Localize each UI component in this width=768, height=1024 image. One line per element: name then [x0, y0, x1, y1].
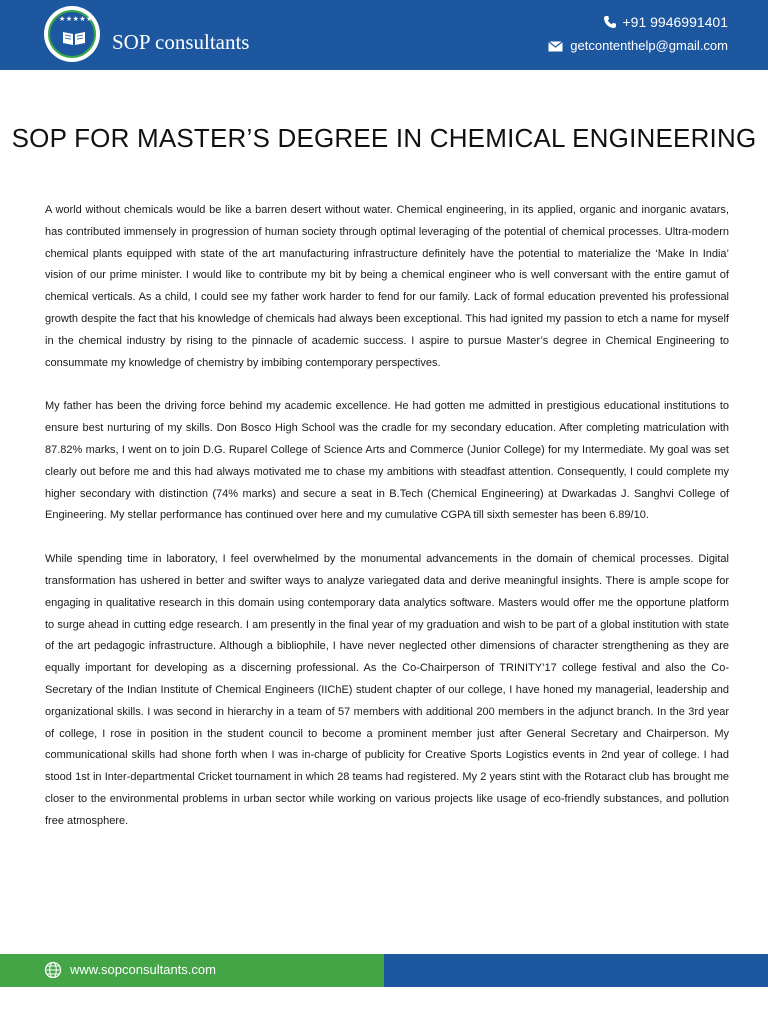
website-url: www.sopconsultants.com [70, 962, 216, 977]
page-header [0, 0, 768, 70]
phone-number: +91 9946991401 [622, 14, 728, 30]
logo-ring [48, 10, 96, 58]
brand-name: SOP consultants [112, 30, 250, 54]
phone-contact[interactable] [603, 13, 729, 31]
email-contact[interactable] [548, 37, 728, 55]
email-address: getcontenthelp@gmail.com [570, 38, 728, 53]
book-logo-icon [62, 30, 86, 46]
envelope-icon [548, 41, 563, 52]
document-body [45, 200, 729, 855]
paragraph: My father has been the driving force behind my academic excellence. He had gotten me admitted in prestigious educational institutions to ensure best nurturing of my skills. Don Bosco High School was the cradle for my secondary education. After completing matriculation with 87.82% marks, I went on to join D.G. Ruparel College of Science Arts and Commerce (Junior College) for my Intermediate. My goal was set clearly out before me and this had always motivated me to chase my ambitions with steadfast attention. Consequently, I could complete my higher secondary with distinction (74% marks) and secure a seat in B.Tech (Chemical Engineering) at Dwarkadas J. Sanghvi College of Engineering. My stellar performance has continued over here and my cumulative CGPA till sixth semester has been 6.89/10. [45, 400, 729, 522]
logo-stars: ★★★★★ [59, 15, 93, 23]
logo[interactable] [44, 6, 100, 62]
website-link[interactable] [44, 961, 216, 979]
page-title: SOP FOR MASTER’S DEGREE IN CHEMICAL ENGINEERING [11, 123, 757, 153]
footer-blue-bar [384, 954, 768, 987]
paragraph: While spending time in laboratory, I feel overwhelmed by the monumental advancements in the domain of chemical processes. Digital transformation has ushered in better and swifter ways to analyze variegated data and derive meaningful insights. There is ample scope for engaging in qualitative research in this domain using contemporary data analytics software. Masters would offer me the opportune platform to surge ahead in cutting edge research. I am presently in the final year of my graduation and wish to be part of a global institution with state of the art pedagogic infrastructure. Although a bibliophile, I have never neglected other dimensions of character strengthening as they are equally important for developing as a discerning professional. As the Co-Chairperson of TRINITY’17 college festival and also the Co-Secretary of the Indian Institute of Chemical Engineers (IIChE) student chapter of our college, I have honed my managerial, leadership and organizational skills. I was second in hierarchy in a team of 57 members with additional 200 members in the adjunct branch. In the 3rd year of college, I rose in position in the student council to become a prominent member just after General Secretary and Chairperson. My communicational skills had shone forth when I was in-charge of publicity for Creative Sports Logistics events in 2nd year of college. I had stood 1st in Inter-departmental Cricket tournament in which 28 teams had registered. My 2 years stint with the Rotaract club has brought me closer to the environmental problems in urban sector while working on various projects like usage of eco-friendly substances, and pollution free atmosphere. [45, 553, 729, 827]
phone-icon [603, 15, 617, 29]
globe-icon [44, 961, 62, 979]
paragraph: A world without chemicals would be like a barren desert without water. Chemical engineering, in its applied, organic and inorganic avatars, has contributed immensely in progression of human society through optimal leveraging of the potential of chemical processes. Ultra-modern chemical plants equipped with state of the art manufacturing infrastructure definitely have the potential to materialize the ‘Make In India’ vision of our prime minister. I would like to contribute my bit by being a chemical engineer who is well conversant with the entire gamut of chemical verticals. As a child, I could see my father work harder to fend for our family. Lack of formal education prevented his professional growth despite the fact that his knowledge of chemicals had always been exceptional. This had ignited my passion to etch a name for myself in the chemical industry by rising to the pinnacle of academic success. I aspire to pursue Master’s degree in Chemical Engineering to consummate my knowledge of chemistry by imbibing contemporary perspectives. [45, 204, 729, 369]
